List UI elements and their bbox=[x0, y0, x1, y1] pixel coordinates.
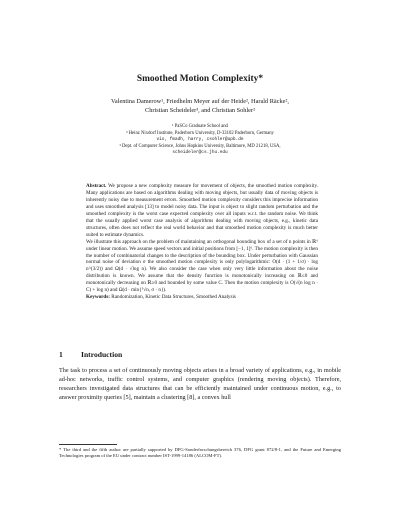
keywords-line bbox=[86, 294, 318, 301]
section-heading bbox=[59, 350, 122, 359]
footnote bbox=[59, 447, 341, 459]
paper-title: Smoothed Motion Complexity* bbox=[136, 74, 264, 84]
keywords-label: Keywords: bbox=[86, 294, 110, 301]
author-list-line-2: Christian Scheideler³, and Christian Sohler² bbox=[145, 107, 255, 114]
abstract bbox=[86, 183, 318, 301]
section-paragraph: The task to process a set of continuously moving objects arises in a broad variety of applications, e.g., in mobile ad-hoc networks, traffic control systems, and computer graphics (rendering moving objects). Therefore, researchers investigated data structures that can be efficiently maintained under continuous motion, e.g., to answer proximity queries [5], maintain a clustering [8], a convex hull bbox=[59, 367, 341, 402]
author-list-line-1: Valentina Damerow¹, Friedhelm Meyer auf der Heide², Harald Räcke², bbox=[111, 98, 289, 105]
section-body bbox=[59, 366, 341, 402]
section-number: 1 bbox=[59, 350, 63, 359]
abstract-text: We propose a new complexity measure for movement of objects, the smoothed motion complexity. Many applications are based on algorithms dealing with moving objects, but usually data of moving objects is inherently noisy due to measurement errors. Smoothed motion complexity considers this imprecise information and uses smoothed analysis [13] to model noisy data. The input is object to slight random perturbation and the smoothed complexity is the worst case expected complexity over all inputs w.r.t. the random noise. We think that the usually applied worst case analysis of algorithms dealing with moving objects, e.g., kinetic data structures, often does not reflect the real world behavior and that smoothed motion complexity is much better suited to estimate dynamics. bbox=[86, 183, 318, 238]
affiliation-2: ² Heinz Nixdorf Institute, Paderborn University, D-33102 Paderborn, Germany bbox=[126, 130, 274, 136]
footnote-rule bbox=[59, 444, 117, 445]
keywords-text: Randomization, Kinetic Data Structures, Smoothed Analysis bbox=[111, 294, 236, 301]
abstract-paragraph-1 bbox=[86, 183, 318, 239]
affiliation-2-email: vio, fmadh, harry, csohler@upb.de bbox=[156, 137, 244, 142]
abstract-paragraph-2: We illustrate this approach on the problem of maintaining an orthogonal bounding box of a set of n points in ℝᵈ under linear motion. We assume speed vectors and initial positions from [−1, 1]ᵈ. The motion complexity is then the number of combinatorial changes to the description of the bounding box. Under perturbation with Gaussian normal noise of deviation σ the smoothed motion complexity is only polylogarithmic: O(d · (1 + 1/σ) · log n^(3/2)) and Ω(d · √log n). We also consider the case when only very little information about the noise distribution is known. We assume that the density function is monotonically increasing on ℝ≤0 and monotonically decreasing on ℝ≥0 and bounded by some value C. Then the motion complexity is O(√(n log n · C) + log n) and Ω(d · min{⁵√n, σ · n}). bbox=[86, 238, 318, 294]
abstract-label: Abstract. bbox=[86, 183, 107, 189]
section-title: Introduction bbox=[81, 350, 123, 359]
affiliation-1: ¹ PaSCo Graduate School and bbox=[172, 124, 228, 129]
affiliation-3-email: scheideler@cs.jhu.edu bbox=[172, 150, 228, 155]
footnote-text: * The third and the fifth author are partially supported by DFG-Sonderforschungsbereich 376, DFG grant 872/8-1, and the Future and Emerging Technologies program of the EU under contract number IST-1999-14186 (ALCOM-FT). bbox=[59, 447, 341, 459]
affiliation-3: ³ Dept. of Computer Science, Johns Hopkins University, Baltimore, MD 21218, USA, bbox=[119, 143, 281, 149]
